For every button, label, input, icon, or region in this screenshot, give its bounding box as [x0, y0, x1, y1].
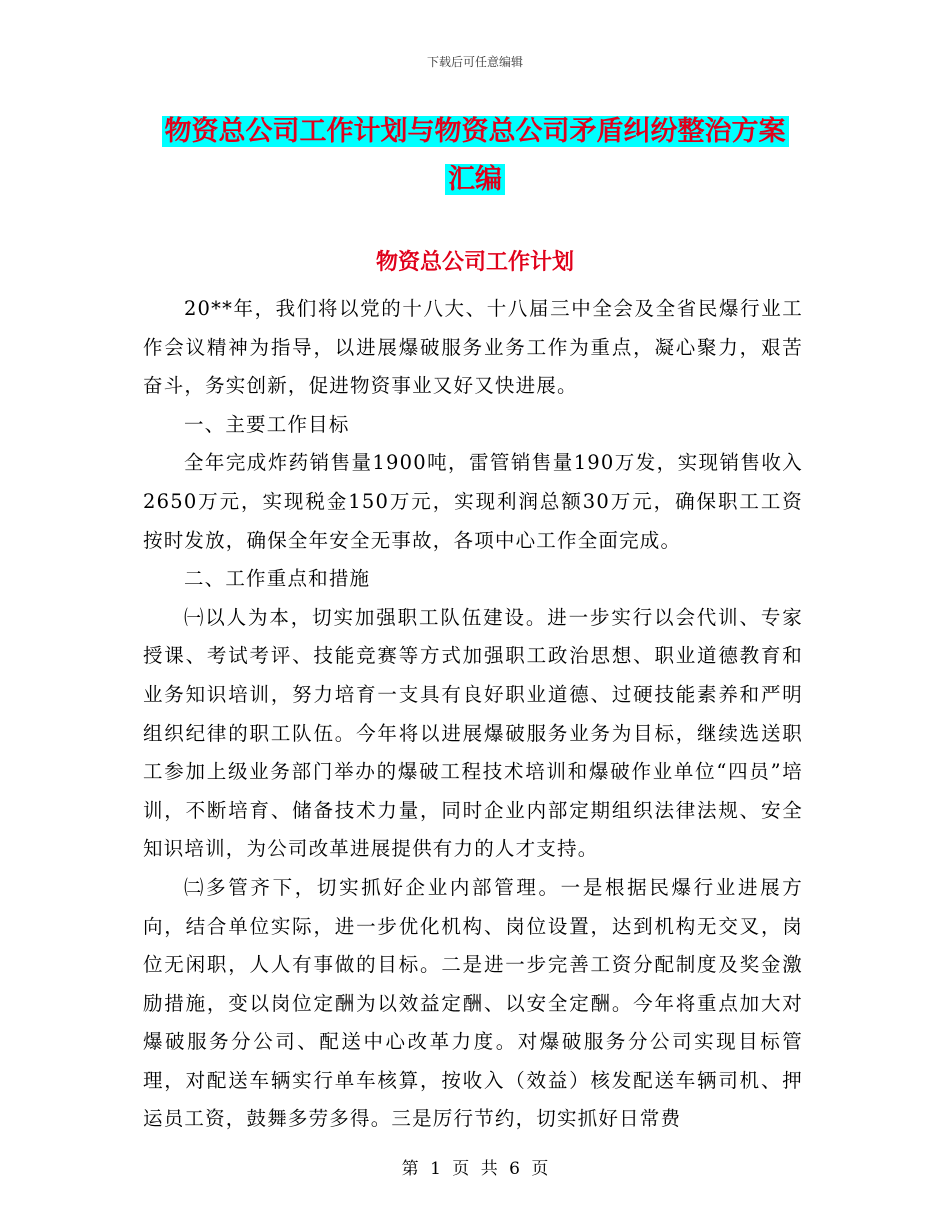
paragraph: ㈡多管齐下，切实抓好企业内部管理。一是根据民爆行业进展方向，结合单位实际，进一步优化机构、岗位设置，达到机构无交叉，岗位无闲职，人人有事做的目标。二是进一步完善工资分配制度及奖金激励措施，变以岗位定酬为以效益定酬、以安全定酬。今年将重点加大对爆破服务分公司、配送中心改革力度。对爆破服务分公司实现目标管理，对配送车辆实行单车核算，按收入（效益）核发配送车辆司机、押运员工资，鼓舞多劳多得。三是厉行节约，切实抓好日常费 [143, 875, 803, 1131]
document-title-line2: 汇编 [445, 164, 505, 195]
header-note: 下载后可任意编辑 [426, 55, 523, 69]
section-title: 物资总公司工作计划 [375, 250, 574, 275]
section-heading: 一、主要工作目标 [183, 412, 350, 436]
section-heading: 二、工作重点和措施 [183, 567, 371, 591]
page-indicator: 第 1 页 共 6 页 [401, 1159, 549, 1179]
document-body [143, 290, 803, 1139]
document-title [140, 108, 810, 204]
paragraph: 全年完成炸药销售量1900吨，雷管销售量190万发，实现销售收入2650万元，实现税金150万元，实现利润总额30万元，确保职工工资按时发放，确保全年安全无事故，各项中心工作全面完成。 [143, 451, 803, 552]
document-title-line1: 物资总公司工作计划与物资总公司矛盾纠纷整治方案 [162, 116, 789, 147]
paragraph: ㈠以人为本，切实加强职工队伍建设。进一步实行以会代训、专家授课、考试考评、技能竞赛等方式加强职工政治思想、职业道德教育和业务知识培训，努力培育一支具有良好职业道德、过硬技能素养和严明组织纪律的职工队伍。今年将以进展爆破服务业务为目标，继续选送职工参加上级业务部门举办的爆破工程技术培训和爆破作业单位“四员”培训，不断培育、储备技术力量，同时企业内部定期组织法律法规、安全知识培训，为公司改革进展提供有力的人才支持。 [143, 605, 803, 861]
paragraph: 20**年，我们将以党的十八大、十八届三中全会及全省民爆行业工作会议精神为指导，以进展爆破服务业务工作为重点，凝心聚力，艰苦奋斗，务实创新，促进物资事业又好又快进展。 [143, 297, 803, 398]
